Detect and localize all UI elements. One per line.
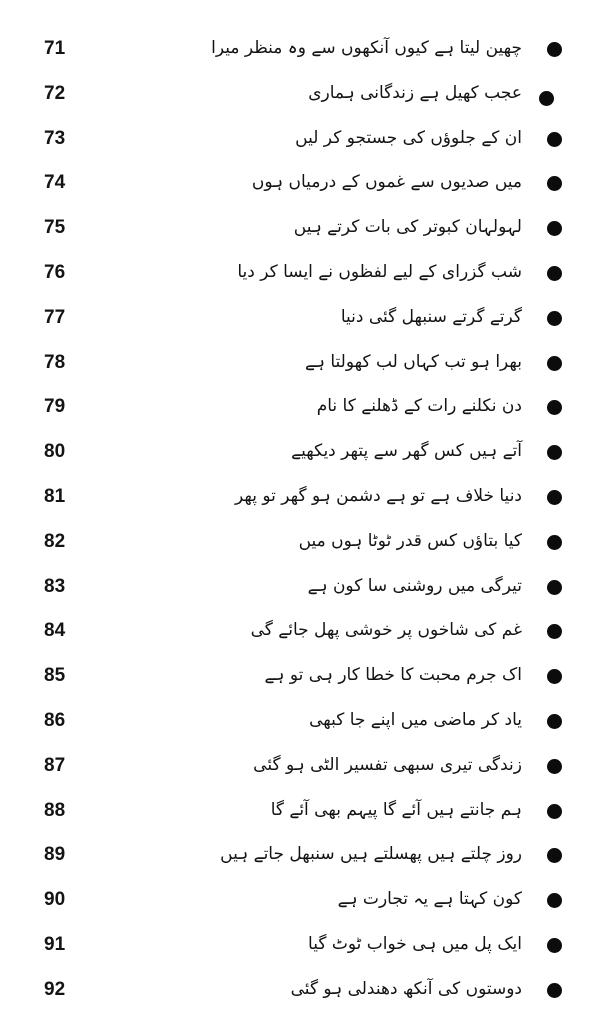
bullet-icon [547, 221, 562, 236]
page-number: 84 [44, 620, 66, 642]
bullet-icon [539, 91, 554, 106]
poem-title: گرتے گرتے سنبھل گئی دنیا [340, 306, 522, 327]
poem-title: کون کہتا ہے یہ تجارت ہے [337, 889, 522, 910]
toc-entry [0, 296, 600, 341]
poem-title: یاد کر ماضی میں اپنے جا کبھی [309, 709, 522, 730]
poem-title: ان کے جلوؤں کی جستجو کر لیں [295, 127, 522, 148]
toc-entry [0, 72, 600, 117]
page-number: 72 [44, 82, 66, 104]
toc-entry [0, 206, 600, 251]
bullet-icon [547, 938, 562, 953]
poem-title: روز چلتے ہیں پھسلتے ہیں سنبھل جاتے ہیں [220, 844, 522, 865]
toc-entry [0, 27, 600, 72]
poem-title: دنیا خلاف ہے تو ہے دشمن ہو گھر تو پھر [235, 485, 522, 506]
page-number: 79 [44, 396, 66, 418]
page-number: 75 [44, 217, 66, 239]
page-number: 76 [44, 261, 66, 283]
page-number: 82 [44, 530, 66, 552]
poem-title: اک جرم محبت کا خطا کار ہی تو ہے [264, 665, 522, 686]
bullet-icon [547, 893, 562, 908]
page-number: 81 [44, 485, 66, 507]
bullet-icon [547, 669, 562, 684]
page-number: 85 [44, 665, 66, 687]
bullet-icon [547, 42, 562, 57]
bullet-icon [547, 400, 562, 415]
bullet-icon [547, 176, 562, 191]
bullet-icon [547, 132, 562, 147]
page-number: 92 [44, 978, 66, 1000]
bullet-icon [547, 983, 562, 998]
toc-entry [0, 565, 600, 610]
bullet-icon [547, 848, 562, 863]
toc-entry [0, 968, 600, 1013]
toc-entry [0, 341, 600, 386]
bullet-icon [547, 759, 562, 774]
page-number: 71 [44, 38, 66, 59]
poem-title: میں صدیوں سے غموں کے درمیاں ہوں [251, 172, 522, 193]
poem-title: کیا بتاؤں کس قدر ٹوٹا ہوں میں [298, 530, 522, 551]
toc-entry [0, 923, 600, 968]
toc-entry [0, 385, 600, 430]
poem-title: لہولہان کبوتر کی بات کرتے ہیں [293, 217, 522, 238]
bullet-icon [547, 804, 562, 819]
poem-title: عجب کھیل ہے زندگانی ہماری [308, 82, 522, 103]
toc-entry [0, 878, 600, 923]
poem-title: دن نکلنے رات کے ڈھلنے کا نام [316, 396, 522, 417]
poem-title: ایک پل میں ہی خواب ٹوٹ گیا [308, 933, 522, 954]
toc-entry [0, 520, 600, 565]
page-number: 77 [44, 306, 66, 328]
poem-title: شب گزرای کے لیے لفظوں نے ایسا کر دیا [237, 261, 522, 282]
bullet-icon [547, 490, 562, 505]
page-number: 78 [44, 351, 66, 373]
toc-entry [0, 789, 600, 834]
bullet-icon [547, 624, 562, 639]
page-number: 86 [44, 709, 66, 731]
poem-title: تیرگی میں روشنی سا کون ہے [307, 575, 522, 596]
toc-entry [0, 161, 600, 206]
poem-title: زندگی تیری سبھی تفسیر الٹی ہو گئی [253, 754, 522, 775]
poem-title: دوستوں کی آنکھ دھندلی ہو گئی [290, 978, 522, 999]
bullet-icon [547, 535, 562, 550]
toc-entry [0, 699, 600, 744]
toc-entry [0, 117, 600, 162]
bullet-icon [547, 266, 562, 281]
toc-entry [0, 833, 600, 878]
bullet-icon [547, 311, 562, 326]
page-number: 90 [44, 889, 66, 911]
page-number: 88 [44, 799, 66, 821]
poem-title: ہم جانتے ہیں آئے گا پیہم بھی آئے گا [270, 799, 522, 820]
toc-entry [0, 251, 600, 296]
bullet-icon [547, 445, 562, 460]
toc-entry [0, 744, 600, 789]
page-number: 74 [44, 172, 66, 194]
toc-entry [0, 609, 600, 654]
bullet-icon [547, 356, 562, 371]
poem-title: بھرا ہو تب کہاں لب کھولتا ہے [305, 351, 522, 372]
page-number: 87 [44, 754, 66, 776]
toc-entry [0, 430, 600, 475]
page-number: 91 [44, 933, 66, 955]
toc-entry [0, 475, 600, 520]
page-number: 73 [44, 127, 66, 149]
page-number: 83 [44, 575, 66, 597]
page-number: 80 [44, 441, 66, 463]
page-number: 89 [44, 844, 66, 866]
toc-entry [0, 654, 600, 699]
poem-title: غم کی شاخوں پر خوشی پھل جائے گی [250, 620, 522, 641]
poem-title: چھین لیتا ہے کیوں آنکھوں سے وہ منظر میرا [211, 38, 522, 58]
table-of-contents [0, 27, 600, 1013]
poem-title: آتے ہیں کس گھر سے پتھر دیکھیے [291, 441, 522, 462]
bullet-icon [547, 714, 562, 729]
bullet-icon [547, 580, 562, 595]
